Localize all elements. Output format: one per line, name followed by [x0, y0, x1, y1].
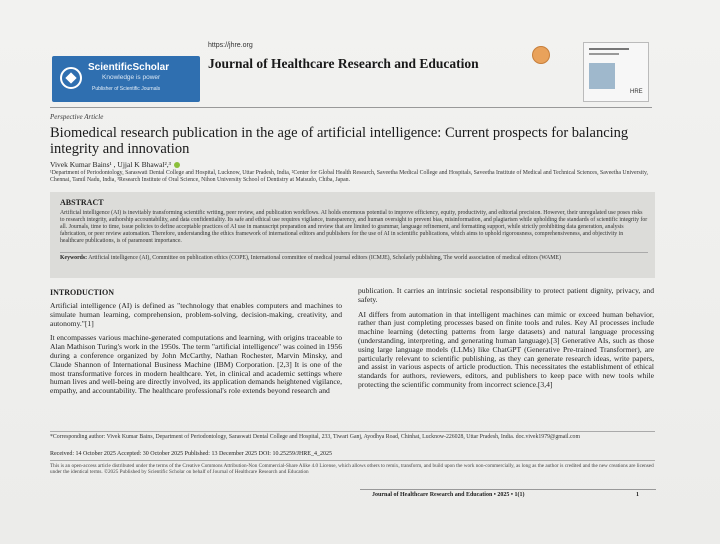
- article-dates: Received: 14 October 2025 Accepted: 30 October 2025 Published: 13 December 2025 DOI: 10.25259/JHRE_4_2025: [50, 451, 332, 457]
- cover-title-line: [589, 48, 629, 50]
- publisher-name: ScientificScholar: [88, 62, 170, 73]
- footer-divider: [360, 489, 656, 490]
- keywords: [60, 255, 648, 262]
- paragraph: Artificial intelligence (AI) is defined as "technology that enables computers and machines to simulate human learning, comprehension, problem-solving, decision-making, creativity, and autonomy."[1]: [50, 301, 342, 328]
- running-footer: Journal of Healthcare Research and Education • 2025 • 1(1): [372, 492, 525, 498]
- cover-mark: HRE: [630, 89, 643, 95]
- orcid-icon[interactable]: [174, 162, 180, 168]
- abstract-text: Artificial intelligence (AI) is inevitably transforming scientific writing, peer review, and publication workflows. AI holds enormous potential to improve efficiency, equity, productivity, and editorial precision. However, their unregulated use poses risks to research integrity, authorship accountability, and data confidentiality. Its safe and ethical use requires vigilance, transparency, and human oversight to prevent bias, misinformation, and plagiarism while upholding the standards of scientific integrity for all. Journals, time to time, issue policies to define acceptable practices of AI use in manuscript preparation and review that are limited to grammar, language refinement, and formatting support, while strictly prohibiting data generation, analysis fabrication, or peer review automation. Therefore, understanding the ethics framework of international editors and publishers for the use of AI in scientific publications, which aims to uphold rigorousness, comprehensiveness, and objectivity in healthcare publications, is of paramount importance.: [60, 210, 648, 244]
- publisher-tagline: Knowledge is power: [102, 74, 161, 81]
- corresponding-divider: [50, 431, 655, 432]
- keywords-divider: [60, 252, 648, 253]
- journal-cover: [583, 42, 649, 102]
- cover-subtitle-line: [589, 53, 619, 55]
- dates-divider: [50, 460, 655, 461]
- keywords-text: Artificial intelligence (AI), Committee on publication ethics (COPE), International committee of medical journal editors (ICMJE), Scholarly publishing, The world association of medical editors (WAME): [88, 255, 561, 261]
- paragraph: It encompasses various machine-generated computations and learning, with origins traceable to Alan Mathison Turing's work in the 1950s. The term "artificial intelligence" was coined in 1956 during a conference organized by John McCarthy, Nathan Rochester, Marvin Minsky, and Claude Shannon of International Business Machine (IBM) Corporation. [2,3] It is one of the most transformative forces in modern healthcare. Yet, in clinical and academic settings where human lives and well-being are directly involved, its application demands heightened vigilance, empathy, and accountability. The healthcare professional's role extends beyond research and: [50, 333, 342, 396]
- left-column: [50, 302, 342, 402]
- article-title: Biomedical research publication in the age of artificial intelligence: Current prospects for balancing integrity and innovation: [50, 125, 629, 157]
- license-text: This is an open-access article distributed under the terms of the Creative Commons Attribution-Non Commercial-Share Alike 4.0 License, which allows others to remix, transform, and build upon the work non-commercially, as long as the author is credited and the new creations are licensed under the identical terms. ©2025 Published by Scientific Scholar on behalf of Journal of Healthcare Research and Education: [50, 463, 654, 476]
- paragraph: AI differs from automation in that intelligent machines can mimic or exceed human behavior, rather than just completing processes based on finite tools and rules. Key AI processes include machine learning (detecting patterns from large datasets) and natural language processing (understanding, interpreting, and generating human language).[3] Generative AIs, such as those using large language models (LLMs) like ChatGPT (Generative Pre-trained Transformer), are particularly relevant to scientific publishing, as they can generate research ideas, write papers, and assist in various aspects of article production. This necessitates the establishment of ethical standards for authors, reviewers, editors, and publishers to keep pace with new tools while protecting the scientific community from incorrect science.[3,4]: [358, 309, 654, 389]
- paragraph: publication. It carries an intrinsic societal responsibility to protect patient dignity, privacy, and safety.: [358, 286, 654, 304]
- cover-image: [589, 63, 615, 89]
- journal-title: Journal of Healthcare Research and Education: [208, 56, 479, 71]
- abstract-heading: ABSTRACT: [60, 198, 104, 207]
- header-divider: [50, 107, 652, 108]
- right-column: [358, 287, 654, 396]
- journal-url[interactable]: https://jhre.org: [208, 42, 253, 49]
- keywords-label: Keywords:: [60, 255, 88, 261]
- author-list: [50, 160, 181, 169]
- publisher-subtitle: Publisher of Scientific Journals: [92, 86, 161, 92]
- authors-text: Vivek Kumar Bains¹ , Ujjal K Bhawal²,³: [50, 160, 171, 169]
- publisher-emblem-icon: [60, 67, 82, 89]
- open-access-icon: [532, 46, 550, 64]
- article-type: Perspective Article: [50, 113, 104, 121]
- page-number: 1: [636, 492, 639, 498]
- abstract-box: [50, 192, 655, 278]
- publisher-logo: [52, 56, 200, 102]
- affiliations: ¹Department of Periodontology, Saraswati Dental College and Hospital, Lucknow, Uttar Pradesh, India, ²Center for Global Health Research, Saveetha Medical College and Hospitals, Saveetha Institute of Medical and Technical Sciences, Saveetha University, Chennai, Tamil Nadu, India, ³Research Institute of Oral Science, Nihon University School of Dentistry at Matsudo, Chiba, Japan.: [50, 170, 648, 184]
- introduction-heading: INTRODUCTION: [50, 288, 115, 297]
- corresponding-author: *Corresponding author: Vivek Kumar Bains, Department of Periodontology, Saraswati Dental College and Hospital, 233, Tiwari Ganj, Ayodhya Road, Chinhat, Lucknow-226028, Uttar Pradesh, India. doc.vivek1979@gmail.com: [50, 434, 580, 440]
